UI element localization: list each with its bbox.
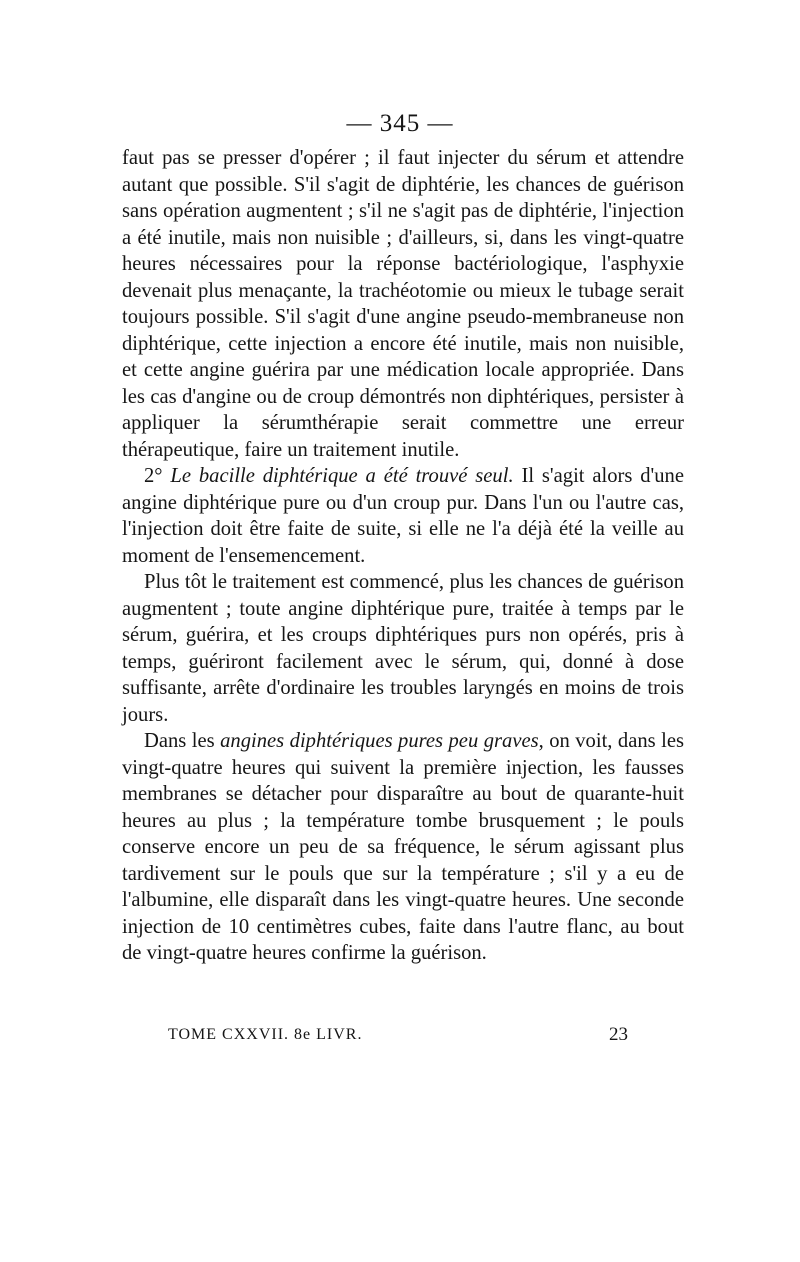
- paragraph-2: [122, 463, 684, 569]
- paragraph-4: [122, 728, 684, 967]
- paragraph-4-text: , on voit, dans les vingt-quatre heures qui suivent la première injection, les fausses membranes se détacher pour disparaître au bout de quarante-huit heures au plus ; la température tombe brusquement ; le pouls conserve encore un peu de sa fréquence, le sérum agissant plus tardivement sur le pouls que sur la température ; s'il y a eu de l'albumine, elle disparaît dans les vingt-quatre heures. Une seconde injection de 10 centimètres cubes, faite dans l'autre flanc, au bout de vingt-quatre heures confirme la guérison.: [122, 730, 684, 964]
- sheet-number: 23: [609, 1024, 628, 1045]
- signature-mark: TOME CXXVII. 8e LIVR.: [168, 1026, 363, 1043]
- paragraph-4-start: Dans les: [144, 730, 221, 752]
- paragraph-2-text: Il s'agit alors d'une angine diphtérique pure ou d'un croup pur. Dans l'un ou l'autre cas, l'injection doit être faite de suite, si elle ne l'a déjà été la veille au moment de l'ensemencement.: [122, 465, 684, 567]
- paragraph-1: faut pas se presser d'opérer ; il faut injecter du sérum et attendre autant que possible. S'il s'agit de diphtérie, les chances de guérison sans opération augmentent ; s'il ne s'agit pas de diphtérie, l'injection a été inutile, mais non nuisible ; d'ailleurs, si, dans les vingt-quatre heures nécessaires pour la réponse bactériologique, l'asphyxie devenait plus menaçante, la trachéotomie ou mieux le tubage serait toujours possible. S'il s'agit d'une angine pseudo-membraneuse non diphtérique, cette injection a encore été inutile, mais non nuisible, et cette angine guérira par une médication locale appropriée. Dans les cas d'angine ou de croup démontrés non diphtériques, persister à appliquer la sérumthérapie serait commettre une erreur thérapeutique, faire un traitement inutile.: [122, 147, 684, 461]
- paragraph-4-italic-phrase: angines diphtériques pures peu graves: [220, 730, 539, 752]
- paragraph-2-number: 2°: [144, 465, 163, 487]
- paragraph-2-italic-heading: Le bacille diphtérique a été trouvé seul.: [170, 465, 514, 487]
- paragraph-3: Plus tôt le traitement est commencé, plus les chances de guérison augmentent ; toute angine diphtérique pure, traitée à temps par le sérum, guérira, et les croups diphtériques purs non opérés, pris à temps, guériront facilement avec le sérum, qui, donné à dose suffisante, arrête d'ordinaire les troubles laryngés en moins de trois jours.: [122, 571, 684, 726]
- body-text: [122, 145, 684, 967]
- page-number: — 345 —: [346, 110, 454, 137]
